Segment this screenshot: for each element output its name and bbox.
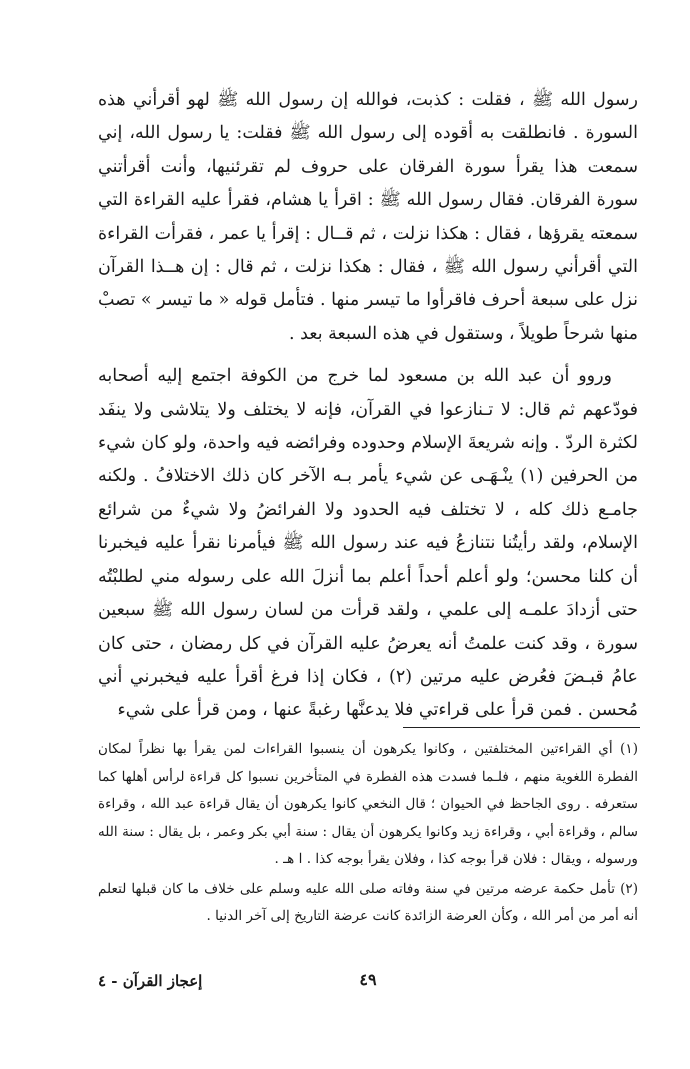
main-paragraph-1: رسول الله ﷺ ، فقلت : كذبت، فوالله إن رسول الله ﷺ لهو أقرأني هذه السورة . فانطلقت به أقوده إلى رسول الله ﷺ فقلت: يا رسول الله، إني سمعت هذا يقرأ سورة الفرقان على حروف لم تقرئنيها، وأنت أقرأتني سورة الفرقان. فقال رسول الله ﷺ : اقرأ يا هشام، فقرأ عليه القراءة التي سمعته يقرؤها ، فقال : هكذا نزلت ، ثم قــال : إقرأ يا عمر ، فقرأت القراءة التي أقرأني رسول الله ﷺ ، فقال : هكذا نزلت ، ثم قال : إن هــذا القرآن نزل على سبعة أحرف فاقرأوا ما تيسر منها . فتأمل قوله « ما تيسر » تصبْ منها شرحاً طويلاً ، وستقول في هذه السبعة بعد .: [98, 90, 638, 344]
footnote-1: (١) أي القراءتين المختلفتين ، وكانوا يكرهون أن ينسبوا القراءات لمن يقرأ بها نظراً لمكان الفطرة اللغوية منهم ، فلـما فسدت هذه الفطرة في المتأخرين نسبوا كل قراءة لرأس أهلها كما ستعرفه . روى الجاحظ في الحيوان ؛ قال النخعي كانوا يكرهون أن يقال قراءة عبد الله ، وقراءة سالم ، وقراءة أبي ، وقراءة زيد وكانوا يكرهون أن يقال : سنة أبي بكر وعمر ، بل يقال : سنة الله ورسوله ، ويقال : فلان قرأ بوجه كذا ، وفلان يقرأ بوجه كذا . ا هـ .: [98, 741, 638, 867]
footnotes: [98, 736, 638, 931]
main-paragraph-2: وروو أن عبد الله بن مسعود لما خرج من الكوفة اجتمع إليه أصحابه فودّعهم ثم قال: لا تـنازعوا في القرآن، فإنه لا يختلف ولا يتلاشى ولا ينفَد لكثرة الردّ . وإنه شريعةَ الإسلام وحدوده وفرائضه فيه واحدة، ولو كان شيء من الحرفين (١) ينْـهَـى عن شيء يأمر بـه الآخر كان ذلك الاختلافُ . ولكنه جامـع ذلك كله ، لا تختلف فيه الحدود ولا الفرائضُ ولا شيءٌ من شرائع الإسلام، ولقد رأيتُنا نتنازعُ فيه عند رسول الله ﷺ فيأمرنا نقرأ عليه فيخبرنا أن كلنا محسن؛ ولو أعلم أحداً أعلم بما أنزلَ الله على رسوله مني لطلبْتُه حتى أزدادَ علمـه إلى علمي ، ولقد قرأت من لسان رسول الله ﷺ سبعين سورة ، وقد كنت علمتُ أنه يعرضُ عليه القرآن في كل رمضان ، حتى كان عامُ قبـضَ فعُرض عليه مرتين (٢) ، فكان إذا فرغ أقرأ عليه فيخبرني أني مُحسن . فمن قرأ على قراءتي فلا يدعنَّها رغبةً عنها ، ومن قرأ على شيء: [98, 366, 638, 721]
main-text: [98, 84, 638, 728]
page-number: ٤٩: [359, 970, 377, 989]
footnote-separator: [403, 727, 640, 728]
page-footer: [98, 970, 638, 996]
footnote-2: (٢) تأمل حكمة عرضه مرتين في سنة وفاته صلى الله عليه وسلم على خلاف ما كان قبلها لتعلم أنه أمر من أمر الله ، وكأن العرضة الزائدة كانت عرضة التاريخ إلى آخر الدنيا .: [98, 880, 638, 924]
signature-mark: إعجاز القرآن - ٤: [98, 972, 203, 990]
